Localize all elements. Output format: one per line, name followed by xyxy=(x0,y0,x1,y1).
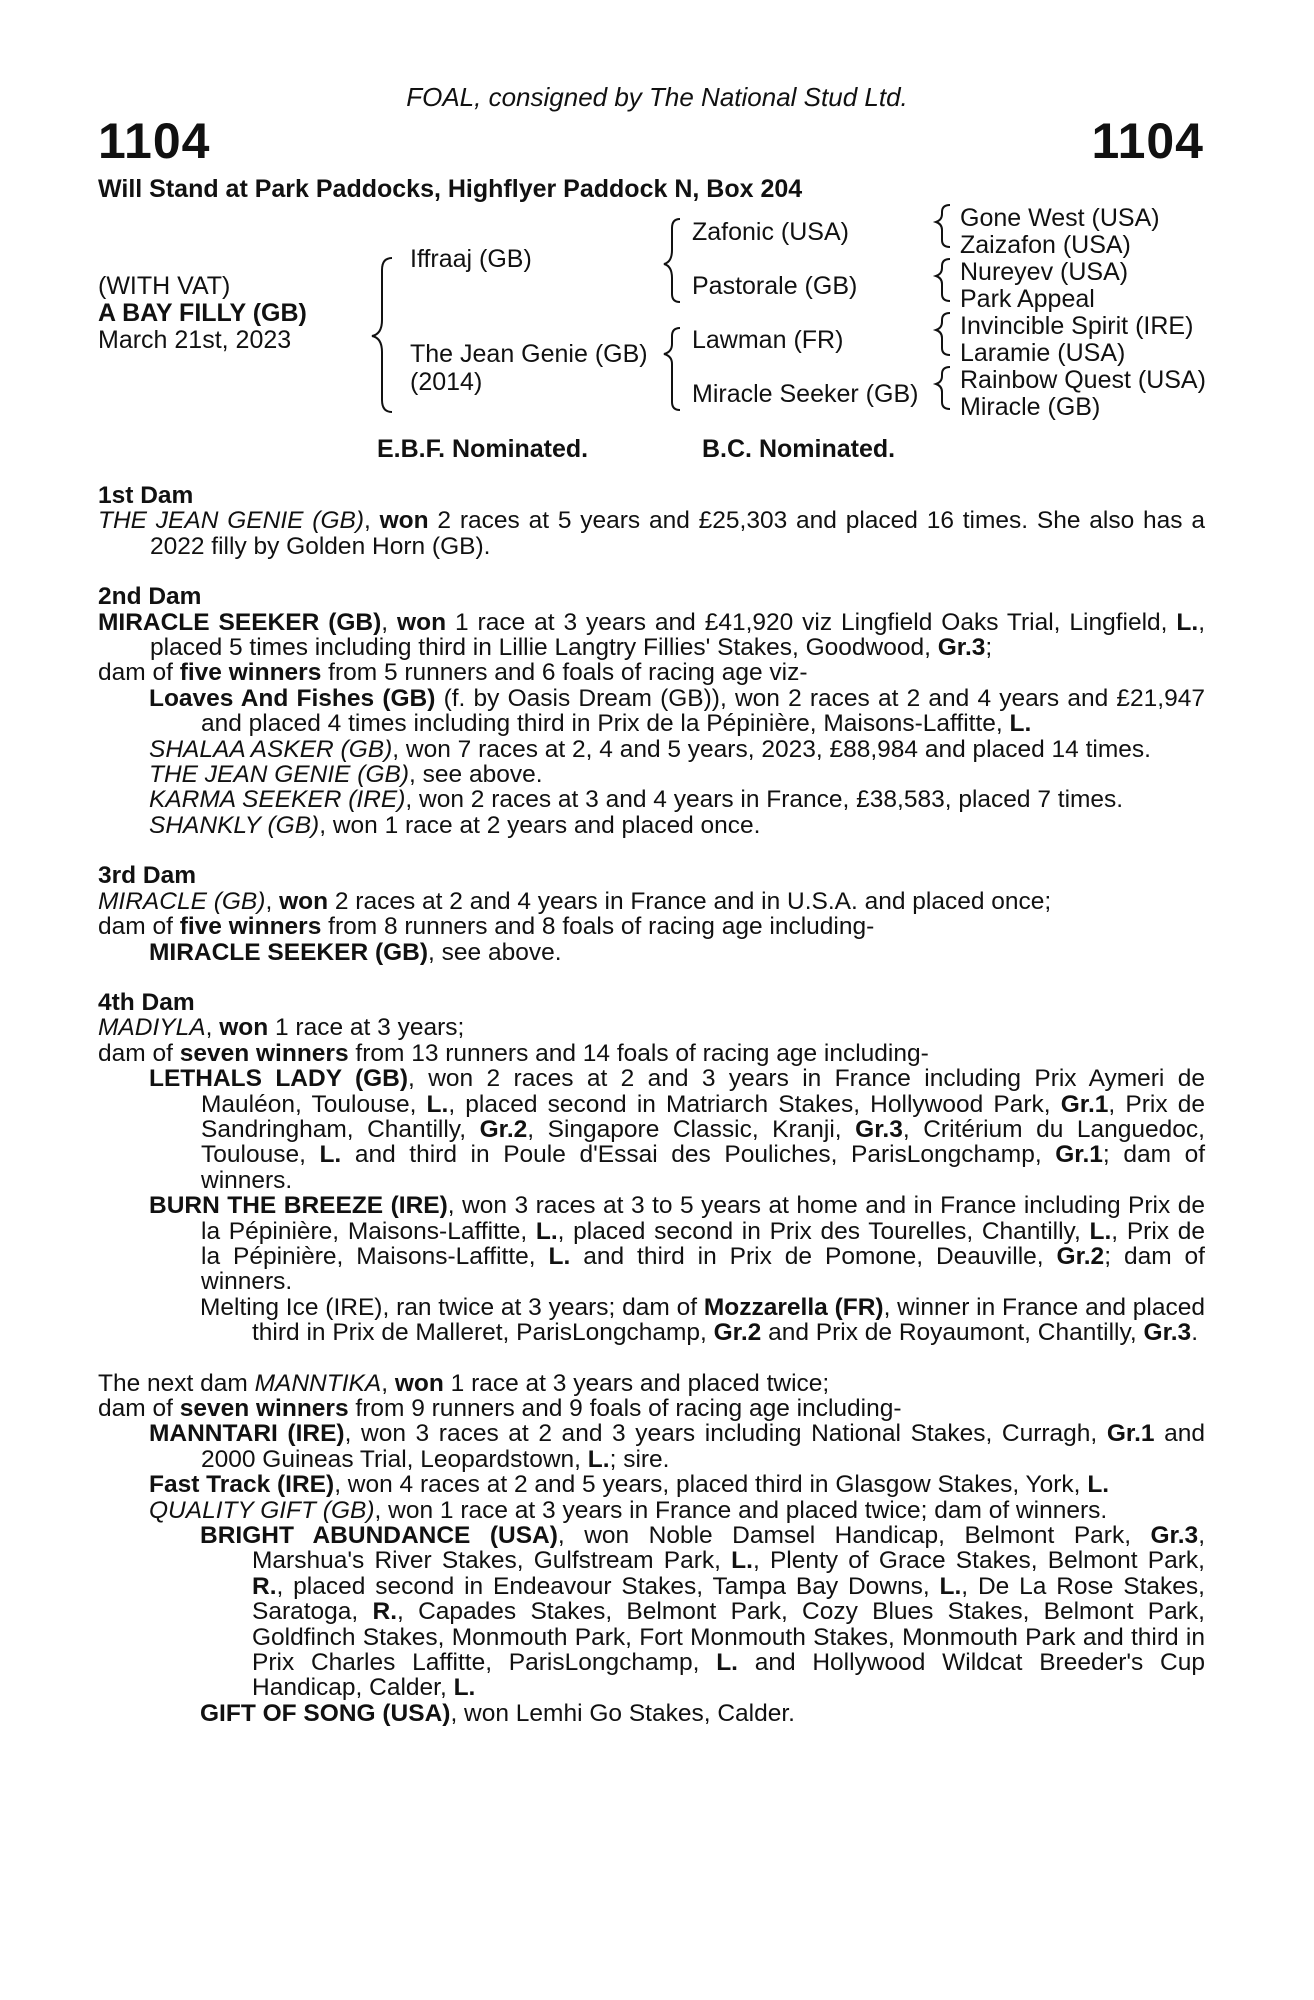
italic-text: QUALITY GIFT (GB) xyxy=(149,1496,375,1524)
text-run: from 8 runners and 8 foals of racing age including- xyxy=(321,913,875,941)
dam: The Jean Genie (GB) xyxy=(410,340,648,368)
pedigree-paragraph xyxy=(98,660,1205,685)
italic-text: SHALAA ASKER (GB) xyxy=(149,735,393,763)
text-run: , Singapore Classic, Kranji, xyxy=(527,1115,856,1143)
dam-line-text xyxy=(98,483,1205,1751)
text-run: , won 1 race at 2 years and placed once. xyxy=(319,811,761,839)
bold-text: Gr.3 xyxy=(1150,1522,1199,1550)
bold-text: L. xyxy=(426,1090,449,1118)
pedigree-paragraph xyxy=(98,762,1205,787)
pedigree-paragraph xyxy=(98,1523,1205,1701)
text-run: , Prix de la Pépinière, Maisons-Laffitte, xyxy=(201,1217,1205,1270)
text-run: , placed second in Matriarch Stakes, Hollywood Park, xyxy=(448,1090,1061,1118)
gen3-5: Invincible Spirit (IRE) xyxy=(960,312,1194,340)
text-run: 1 race at 3 years and placed twice; xyxy=(443,1369,830,1397)
pedigree-paragraph xyxy=(98,914,1205,939)
pedigree-paragraph xyxy=(98,1371,1205,1396)
bold-text: L. xyxy=(1087,1471,1110,1499)
text-run: and Hollywood Wildcat Breeder's Cup Handicap, Calder, xyxy=(252,1649,1205,1702)
gen3-7: Rainbow Quest (USA) xyxy=(960,366,1206,394)
brace-dam xyxy=(664,328,680,410)
italic-text: SHANKLY (GB) xyxy=(149,811,320,839)
sire-dam: Pastorale (GB) xyxy=(692,272,858,300)
bold-text: won xyxy=(279,887,329,915)
text-run: , placed second in Endeavour Stakes, Tampa Bay Downs, xyxy=(276,1572,940,1600)
text-run: , winner in France and placed third in Prix de Malleret, ParisLongchamp, xyxy=(252,1293,1205,1347)
bold-text: five winners xyxy=(179,913,322,941)
gen3-6: Laramie (USA) xyxy=(960,339,1126,367)
text-run: , Critérium du Languedoc, Toulouse, xyxy=(201,1115,1205,1169)
text-run: from 9 runners and 9 foals of racing age including- xyxy=(348,1395,902,1422)
bold-text: L. xyxy=(731,1547,753,1575)
gen3-8: Miracle (GB) xyxy=(960,393,1101,421)
foal-name: A BAY FILLY (GB) xyxy=(98,299,307,327)
text-run: , won Lemhi Go Stakes, Calder. xyxy=(450,1699,795,1727)
text-run: and third in Prix de Pomone, Deauville, xyxy=(570,1242,1057,1270)
bold-text: seven winners xyxy=(179,1395,349,1422)
text-run: , De La Rose Stakes, Saratoga, xyxy=(252,1572,1205,1626)
pedigree-paragraph xyxy=(98,508,1205,559)
text-run: , won 7 races at 2, 4 and 5 years, 2023, £88,984 and placed 14 times. xyxy=(392,735,1151,763)
text-run: , won 4 races at 2 and 5 years, placed third in Glasgow Stakes, York, xyxy=(334,1471,1088,1499)
bold-text: L. xyxy=(453,1674,476,1702)
text-run: , see above. xyxy=(428,938,562,966)
pedigree-paragraph xyxy=(98,610,1205,661)
bold-text: L. xyxy=(535,1217,558,1245)
text-run: , Marshua's River Stakes, Gulfstream Park, xyxy=(252,1522,1205,1575)
italic-text: MADIYLA xyxy=(98,1014,206,1042)
text-run: (f. by Oasis Dream (GB)), won 2 races at 2 and 4 years and £21,947 and placed 4 times including third in Prix de la Pépinière, Maisons-Laffitte, xyxy=(201,684,1205,738)
vat-note: (WITH VAT) xyxy=(98,272,231,300)
bold-text: Gr.1 xyxy=(1060,1090,1109,1118)
text-run: dam of xyxy=(98,1039,180,1067)
dam-heading: 2nd Dam xyxy=(98,583,202,611)
text-run: ; xyxy=(985,634,993,662)
text-run: dam of xyxy=(98,659,180,687)
text-run: ; dam of winners. xyxy=(201,1242,1205,1296)
text-run: , won 3 races at 2 and 3 years including National Stakes, Curragh, xyxy=(344,1420,1107,1448)
brace-g4 xyxy=(936,367,950,409)
text-run: , Capades Stakes, Belmont Park, Cozy Blues Stakes, Belmont Park, Goldfinch Stakes, Monmouth Park, Fort Monmouth Stakes, Monmouth Park and third in Prix Charles Laffitte, ParisLongchamp, xyxy=(252,1598,1205,1677)
lot-number-right: 1104 xyxy=(1091,113,1204,169)
dam-heading: 1st Dam xyxy=(98,482,194,509)
text-run: , Plenty of Grace Stakes, Belmont Park, xyxy=(752,1547,1205,1575)
text-run: 2 races at 5 years and £25,303 and placed 16 times. She also has a 2022 filly by Golden Horn (GB). xyxy=(150,507,1205,560)
text-run: and Prix de Royaumont, Chantilly, xyxy=(761,1319,1144,1347)
bold-text: L. xyxy=(319,1141,342,1169)
bold-text: L. xyxy=(1176,608,1199,636)
text-run: , xyxy=(205,1014,220,1042)
bold-text: Gr.1 xyxy=(1055,1141,1103,1169)
text-run: and third in Poule d'Essai des Pouliches, ParisLongchamp, xyxy=(341,1141,1056,1169)
italic-text: KARMA SEEKER (IRE) xyxy=(149,786,406,814)
bold-text: Fast Track (IRE) xyxy=(149,1471,335,1499)
dam-dam: Miracle Seeker (GB) xyxy=(692,380,919,408)
bold-text: L. xyxy=(939,1572,962,1600)
bold-text: L. xyxy=(716,1649,738,1677)
dam-section xyxy=(98,1371,1205,1727)
bold-text: LETHALS LADY (GB) xyxy=(149,1065,409,1093)
text-run: Melting Ice (IRE), ran twice at 3 years; dam of xyxy=(200,1293,704,1321)
dam-section xyxy=(98,863,1205,965)
pedigree-paragraph xyxy=(98,889,1205,914)
brace-sire xyxy=(664,219,680,302)
text-run: , won 2 races at 3 and 4 years in France, £38,583, placed 7 times. xyxy=(405,786,1124,814)
bold-text: R. xyxy=(372,1598,398,1626)
gen3-3: Nureyev (USA) xyxy=(960,258,1129,286)
ebf-nomination: E.B.F. Nominated. xyxy=(377,435,589,463)
dam-section xyxy=(98,584,1205,838)
text-run: , won 1 race at 3 years in France and placed twice; dam of winners. xyxy=(374,1496,1108,1524)
bold-text: Gr.3 xyxy=(855,1115,903,1143)
dam-heading: 4th Dam xyxy=(98,988,195,1016)
pedigree-paragraph xyxy=(98,686,1205,737)
sire: Iffraaj (GB) xyxy=(410,245,532,273)
italic-text: MANNTIKA xyxy=(254,1369,382,1397)
dam-heading: 3rd Dam xyxy=(98,862,197,890)
text-run: 1 race at 3 years; xyxy=(268,1014,465,1042)
bold-text: GIFT OF SONG (USA) xyxy=(200,1699,451,1727)
bold-text: BURN THE BREEZE (IRE) xyxy=(149,1192,448,1220)
text-run: dam of xyxy=(98,1395,180,1422)
pedigree-paragraph xyxy=(98,940,1205,965)
text-run: . xyxy=(1191,1319,1199,1347)
italic-text: THE JEAN GENIE (GB) xyxy=(98,507,364,535)
bold-text: Gr.2 xyxy=(1056,1242,1105,1270)
pedigree-paragraph xyxy=(98,1041,1205,1066)
gen3-2: Zaizafon (USA) xyxy=(960,231,1131,259)
italic-text: MIRACLE (GB) xyxy=(98,887,266,915)
text-run: from 5 runners and 6 foals of racing age viz- xyxy=(321,659,808,687)
text-run: 1 race at 3 years and £41,920 viz Lingfield Oaks Trial, Lingfield, xyxy=(446,608,1177,636)
bold-text: R. xyxy=(252,1572,277,1600)
pedigree-paragraph xyxy=(98,1421,1205,1472)
bold-text: Gr.2 xyxy=(479,1115,528,1143)
dam-year: (2014) xyxy=(410,368,483,396)
bold-text: five winners xyxy=(179,659,322,687)
pedigree-paragraph xyxy=(98,1701,1205,1726)
dam-section xyxy=(98,990,1205,1346)
pedigree-paragraph xyxy=(98,1193,1205,1295)
bold-text: MIRACLE SEEKER (GB) xyxy=(149,938,429,966)
brace-g1 xyxy=(936,205,950,247)
pedigree-paragraph xyxy=(98,1498,1205,1523)
bold-text: Gr.3 xyxy=(937,634,986,662)
text-run: ; dam of winners. xyxy=(201,1141,1205,1194)
bold-text: won xyxy=(379,507,429,535)
brace-g3 xyxy=(936,313,950,355)
text-run: , placed second in Prix des Tourelles, Chantilly, xyxy=(557,1217,1090,1245)
bold-text: MIRACLE SEEKER (GB) xyxy=(98,608,382,636)
text-run: , won 2 races at 2 and 3 years in France including Prix Aymeri de Mauléon, Toulouse, xyxy=(201,1065,1205,1118)
text-run: , won 3 races at 3 to 5 years at home and in France including Prix de la Pépinière, Maisons-Laffitte, xyxy=(201,1192,1205,1245)
bc-nomination: B.C. Nominated. xyxy=(702,435,896,463)
bold-text: L. xyxy=(548,1242,571,1270)
bold-text: Mozzarella (FR) xyxy=(703,1293,884,1321)
pedigree-paragraph xyxy=(98,1472,1205,1497)
text-run: ; sire. xyxy=(609,1445,670,1473)
sire-sire: Zafonic (USA) xyxy=(692,218,849,246)
text-run: The next dam xyxy=(98,1369,255,1397)
pedigree-paragraph xyxy=(98,1066,1205,1193)
lot-number-left: 1104 xyxy=(98,113,211,169)
gen3-4: Park Appeal xyxy=(960,285,1095,313)
bold-text: Gr.3 xyxy=(1143,1319,1192,1347)
text-run: , xyxy=(381,1369,395,1397)
brace-main xyxy=(372,258,392,412)
text-run: , xyxy=(381,608,398,636)
foal-dob: March 21st, 2023 xyxy=(98,326,292,354)
stabling-info: Will Stand at Park Paddocks, Highflyer Paddock N, Box 204 xyxy=(98,175,803,203)
text-run: dam of xyxy=(98,913,180,941)
text-run: , see above. xyxy=(409,761,543,789)
text-run: and 2000 Guineas Trial, Leopardstown, xyxy=(201,1420,1205,1473)
pedigree-paragraph xyxy=(98,813,1205,838)
text-run: , xyxy=(265,887,280,915)
bold-text: won xyxy=(394,1369,444,1397)
bold-text: Gr.2 xyxy=(713,1319,762,1347)
text-run: , xyxy=(364,507,380,535)
bold-text: won xyxy=(219,1014,269,1042)
bold-text: won xyxy=(397,608,447,636)
text-run: , placed 5 times including third in Lillie Langtry Fillies' Stakes, Goodwood, xyxy=(150,608,1205,662)
bold-text: BRIGHT ABUNDANCE (USA) xyxy=(200,1522,558,1550)
bold-text: Gr.1 xyxy=(1106,1420,1155,1448)
pedigree-paragraph xyxy=(98,737,1205,762)
italic-text: THE JEAN GENIE (GB) xyxy=(149,761,410,789)
pedigree-paragraph xyxy=(98,787,1205,812)
bold-text: L. xyxy=(1009,710,1032,738)
dam-sire: Lawman (FR) xyxy=(692,326,844,354)
text-run: , Prix de Sandringham, Chantilly, xyxy=(201,1090,1205,1143)
text-run: , won Noble Damsel Handicap, Belmont Park, xyxy=(557,1522,1151,1550)
bold-text: L. xyxy=(1089,1217,1112,1245)
bold-text: L. xyxy=(587,1445,610,1473)
brace-g2 xyxy=(936,259,950,301)
pedigree-paragraph xyxy=(98,1396,1205,1421)
consignment-line: FOAL, consigned by The National Stud Ltd. xyxy=(406,82,908,112)
dam-section xyxy=(98,483,1205,559)
bold-text: MANNTARI (IRE) xyxy=(149,1420,345,1448)
text-run: 2 races at 2 and 4 years in France and in U.S.A. and placed once; xyxy=(328,887,1052,915)
bold-text: seven winners xyxy=(179,1039,349,1067)
pedigree-paragraph xyxy=(98,1295,1205,1346)
pedigree-paragraph xyxy=(98,1015,1205,1040)
gen3-1: Gone West (USA) xyxy=(960,204,1160,232)
text-run: from 13 runners and 14 foals of racing age including- xyxy=(348,1039,929,1067)
bold-text: Loaves And Fishes (GB) xyxy=(149,684,436,712)
